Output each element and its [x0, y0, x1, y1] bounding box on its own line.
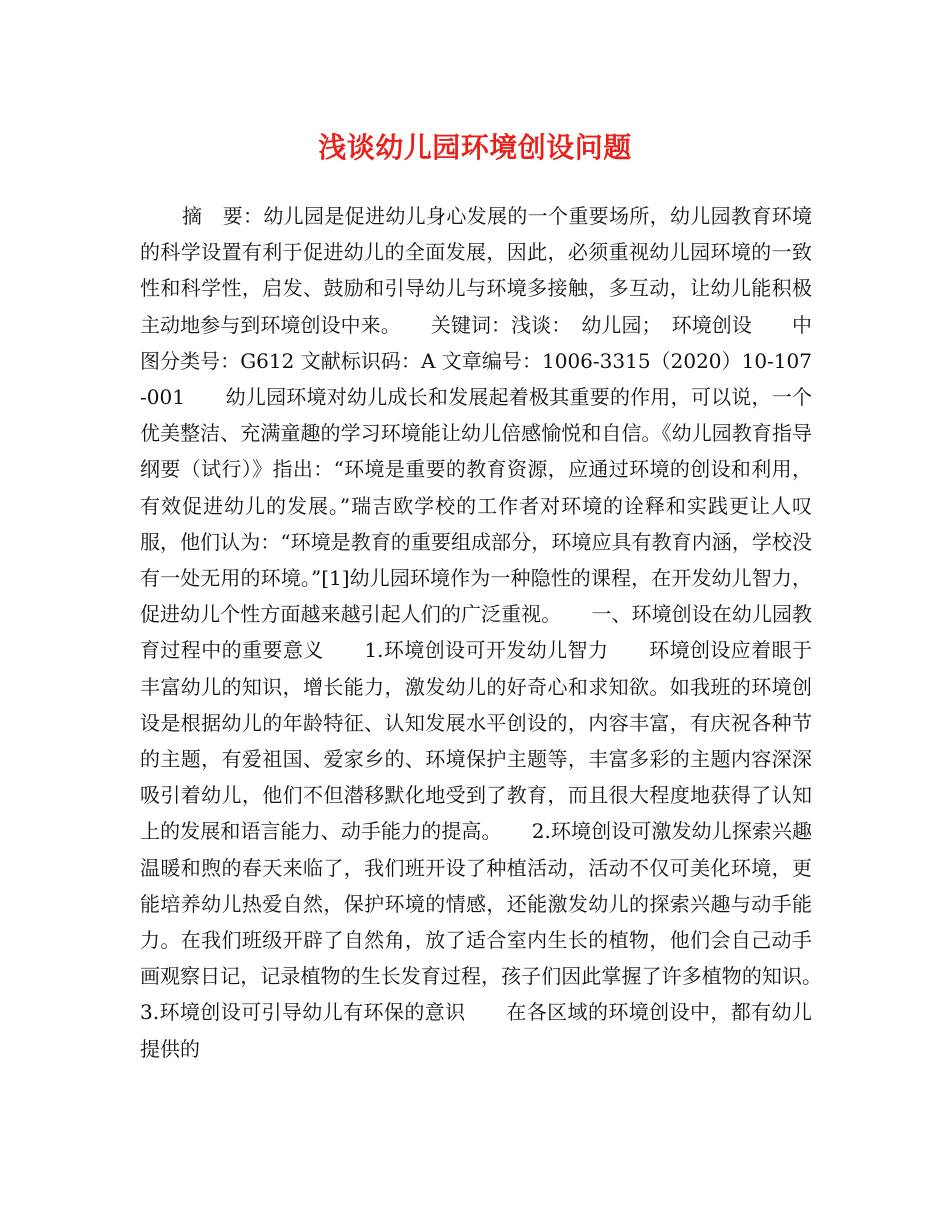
page-title: 浅谈幼儿园环境创设问题: [318, 131, 632, 164]
body-paragraph: 摘 要：幼儿园是促进幼儿身心发展的一个重要场所，幼儿园教育环境的科学设置有利于促进幼儿的全面发展，因此，必须重视幼儿园环境的一致性和科学性，启发、鼓励和引导幼儿与环境多接触，多互动，让幼儿能积极主动地参与到环境创设中来。 关键词：浅谈： 幼儿园； 环境创设 中图分类号：G612 文献标识码：A 文章编号：1006-3315（2020）10-107-001 幼儿园环境对幼儿成长和发展起着极其重要的作用，可以说，一个优美整洁、充满童趣的学习环境能让幼儿倍感愉悦和自信。《幼儿园教育指导纲要（试行）》指出：“环境是重要的教育资源，应通过环境的创设和利用，有效促进幼儿的发展。”瑞吉欧学校的工作者对环境的诠释和实践更让人叹服，他们认为：“环境是教育的重要组成部分，环境应具有教育内涵，学校没有一处无用的环境。”[1]幼儿园环境作为一种隐性的课程，在开发幼儿智力，促进幼儿个性方面越来越引起人们的广泛重视。 一、环境创设在幼儿园教育过程中的重要意义 1.环境创设可开发幼儿智力 环境创设应着眼于丰富幼儿的知识，增长能力，激发幼儿的好奇心和求知欲。如我班的环境创设是根据幼儿的年龄特征、认知发展水平创设的，内容丰富，有庆祝各种节的主题，有爱祖国、爱家乡的、环境保护主题等，丰富多彩的主题内容深深吸引着幼儿，他们不但潜移默化地受到了教育，而且很大程度地获得了认知上的发展和语言能力、动手能力的提高。 2.环境创设可激发幼儿探索兴趣 温暖和煦的春天来临了，我们班开设了种植活动，活动不仅可美化环境，更能培养幼儿热爱自然，保护环境的情感，还能激发幼儿的探索兴趣与动手能力。在我们班级开辟了自然角，放了适合室内生长的植物，他们会自己动手画观察日记，记录植物的生长发育过程，孩子们因此掌握了许多植物的知识。 3.环境创设可引导幼儿有环保的意识 在各区域的环境创设中，都有幼儿提供的: [140, 204, 852, 1061]
